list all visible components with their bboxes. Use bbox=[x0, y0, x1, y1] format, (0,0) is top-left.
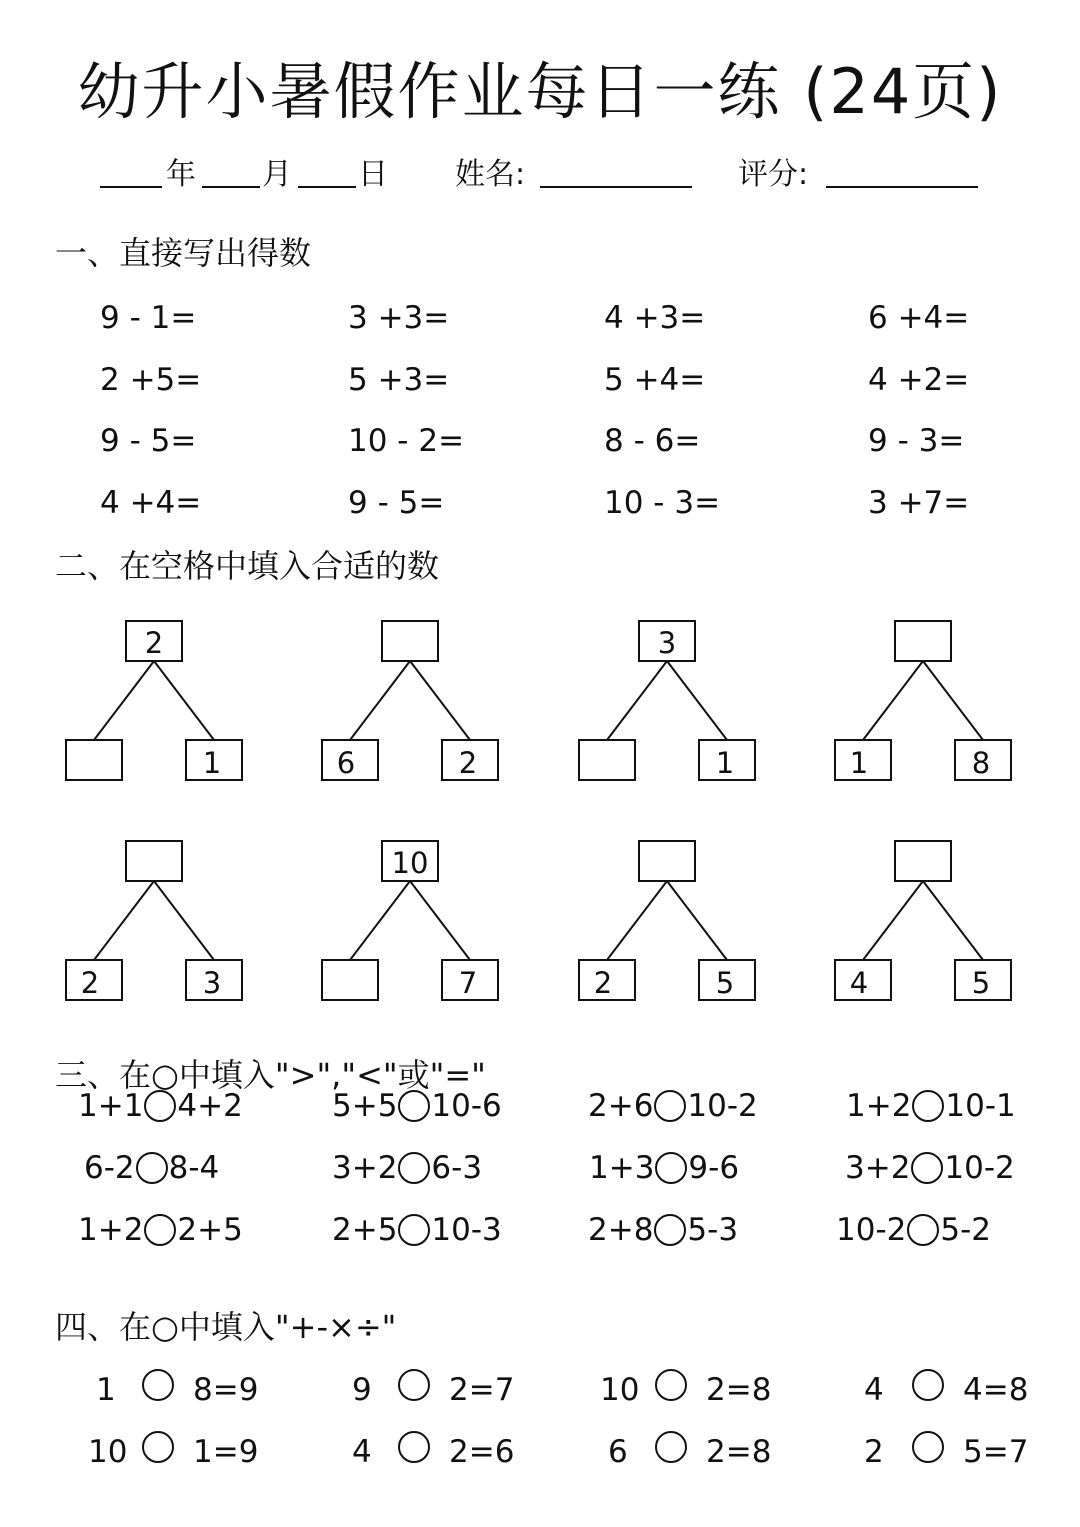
answer-circle[interactable] bbox=[654, 1090, 686, 1122]
tree-branch bbox=[154, 661, 214, 740]
compare-problem bbox=[846, 1086, 1016, 1126]
calc-problem[interactable]: 10 - 3= bbox=[604, 485, 721, 521]
answer-circle[interactable] bbox=[654, 1214, 686, 1246]
calc-problem[interactable]: 4 +2= bbox=[868, 362, 970, 398]
answer-circle[interactable] bbox=[144, 1090, 176, 1122]
tree-left-value: 2 bbox=[593, 966, 613, 1000]
answer-circle[interactable] bbox=[398, 1152, 430, 1184]
name-label: 姓名: bbox=[455, 157, 526, 192]
tree-top-box[interactable] bbox=[382, 621, 438, 661]
tree-branch bbox=[923, 881, 983, 960]
tree-branch bbox=[350, 661, 410, 740]
tree-branch bbox=[607, 661, 667, 740]
compare-right: 10-1 bbox=[945, 1088, 1016, 1124]
compare-problem bbox=[332, 1086, 502, 1126]
operand-right-result: 1=9 bbox=[193, 1434, 259, 1470]
operand-right-result: 5=7 bbox=[963, 1434, 1029, 1470]
tree-branch bbox=[94, 881, 154, 960]
section-1-title: 一、直接写出得数 bbox=[55, 234, 312, 272]
compare-problem bbox=[332, 1210, 502, 1250]
compare-right: 9-6 bbox=[688, 1150, 740, 1186]
calc-problem[interactable]: 6 +4= bbox=[868, 300, 970, 336]
tree-branch bbox=[667, 881, 727, 960]
compare-problem bbox=[78, 1210, 243, 1250]
operator-circle[interactable] bbox=[912, 1369, 944, 1401]
compare-left: 6-2 bbox=[84, 1150, 135, 1186]
tree-right-value: 1 bbox=[715, 746, 735, 780]
compare-left: 3+2 bbox=[845, 1150, 911, 1186]
operand-right-result: 2=8 bbox=[706, 1372, 772, 1408]
compare-problem bbox=[332, 1148, 482, 1188]
operator-circle[interactable] bbox=[655, 1431, 687, 1463]
tree-right-value: 8 bbox=[971, 746, 991, 780]
tree-branch bbox=[607, 881, 667, 960]
tree-branch bbox=[410, 661, 470, 740]
tree-right-value: 7 bbox=[458, 966, 478, 1000]
compare-right: 6-3 bbox=[431, 1150, 483, 1186]
calc-problem[interactable]: 3 +7= bbox=[868, 485, 970, 521]
tree-top-box[interactable] bbox=[895, 841, 951, 881]
operator-circle[interactable] bbox=[655, 1369, 687, 1401]
operand-right-result: 2=8 bbox=[706, 1434, 772, 1470]
tree-left-value: 6 bbox=[336, 746, 356, 780]
section-4-title: 四、在○中填入"+-×÷" bbox=[55, 1308, 397, 1346]
operand-left: 10 bbox=[600, 1372, 640, 1408]
answer-circle[interactable] bbox=[398, 1090, 430, 1122]
month-label: 月 bbox=[262, 157, 292, 192]
calc-problem[interactable]: 9 - 5= bbox=[348, 485, 445, 521]
compare-left: 1+2 bbox=[846, 1088, 912, 1124]
compare-problem bbox=[588, 1086, 758, 1126]
tree-branch bbox=[667, 661, 727, 740]
compare-right: 10-3 bbox=[431, 1212, 502, 1248]
compare-problem bbox=[84, 1148, 219, 1188]
operand-left: 4 bbox=[864, 1372, 884, 1408]
tree-right-value: 1 bbox=[202, 746, 222, 780]
calc-problem[interactable]: 9 - 1= bbox=[100, 300, 197, 336]
compare-right: 10-2 bbox=[944, 1150, 1015, 1186]
year-label: 年 bbox=[166, 157, 196, 192]
tree-top-value: 2 bbox=[144, 626, 164, 660]
tree-left-box[interactable] bbox=[579, 740, 635, 780]
calc-problem[interactable]: 4 +3= bbox=[604, 300, 706, 336]
calc-problem[interactable]: 4 +4= bbox=[100, 485, 202, 521]
answer-circle[interactable] bbox=[398, 1214, 430, 1246]
calc-problem[interactable]: 5 +4= bbox=[604, 362, 706, 398]
calc-problem[interactable]: 10 - 2= bbox=[348, 423, 465, 459]
compare-right: 4+2 bbox=[177, 1088, 243, 1124]
operand-right-result: 4=8 bbox=[963, 1372, 1029, 1408]
operand-right-result: 8=9 bbox=[193, 1372, 259, 1408]
tree-left-box[interactable] bbox=[322, 960, 378, 1000]
section-2-title: 二、在空格中填入合适的数 bbox=[55, 547, 440, 585]
section-3-title: 三、在○中填入">","<"或"=" bbox=[55, 1056, 486, 1094]
tree-top-box[interactable] bbox=[126, 841, 182, 881]
tree-right-value: 5 bbox=[971, 966, 991, 1000]
compare-problem bbox=[845, 1148, 1015, 1188]
compare-left: 2+6 bbox=[588, 1088, 654, 1124]
calc-problem[interactable]: 8 - 6= bbox=[604, 423, 701, 459]
compare-problem bbox=[589, 1148, 739, 1188]
calc-problem[interactable]: 3 +3= bbox=[348, 300, 450, 336]
operator-circle[interactable] bbox=[142, 1431, 174, 1463]
tree-left-value: 4 bbox=[849, 966, 869, 1000]
tree-left-value: 1 bbox=[849, 746, 869, 780]
answer-circle[interactable] bbox=[655, 1152, 687, 1184]
tree-right-value: 5 bbox=[715, 966, 735, 1000]
answer-circle[interactable] bbox=[136, 1152, 168, 1184]
operand-left: 6 bbox=[608, 1434, 628, 1470]
tree-top-box[interactable] bbox=[639, 841, 695, 881]
tree-left-value: 2 bbox=[80, 966, 100, 1000]
tree-branch bbox=[154, 881, 214, 960]
page-title: 幼升小暑假作业每日一练 (24页) bbox=[77, 55, 1003, 128]
tree-left-box[interactable] bbox=[66, 740, 122, 780]
compare-problem bbox=[78, 1086, 243, 1126]
tree-branch bbox=[410, 881, 470, 960]
answer-circle[interactable] bbox=[911, 1152, 943, 1184]
answer-circle[interactable] bbox=[907, 1214, 939, 1246]
tree-top-value: 10 bbox=[391, 846, 429, 880]
operator-circle[interactable] bbox=[398, 1431, 430, 1463]
operand-left: 2 bbox=[864, 1434, 884, 1470]
compare-left: 1+3 bbox=[589, 1150, 655, 1186]
compare-left: 1+2 bbox=[78, 1212, 144, 1248]
operator-circle[interactable] bbox=[142, 1369, 174, 1401]
score-label: 评分: bbox=[738, 157, 809, 192]
tree-branch bbox=[350, 881, 410, 960]
operand-left: 9 bbox=[352, 1372, 372, 1408]
tree-top-box[interactable] bbox=[895, 621, 951, 661]
compare-right: 5-2 bbox=[940, 1212, 991, 1248]
answer-circle[interactable] bbox=[144, 1214, 176, 1246]
tree-top-value: 3 bbox=[657, 626, 677, 660]
operand-left: 1 bbox=[96, 1372, 116, 1408]
compare-right: 10-2 bbox=[687, 1088, 758, 1124]
operator-circle[interactable] bbox=[398, 1369, 430, 1401]
compare-right: 5-3 bbox=[687, 1212, 739, 1248]
tree-right-value: 2 bbox=[458, 746, 478, 780]
tree-right-value: 3 bbox=[202, 966, 222, 1000]
calc-problem[interactable]: 5 +3= bbox=[348, 362, 450, 398]
calc-problem[interactable]: 9 - 3= bbox=[868, 423, 965, 459]
calc-problem[interactable]: 2 +5= bbox=[100, 362, 202, 398]
tree-branch bbox=[863, 661, 923, 740]
operand-right-result: 2=6 bbox=[449, 1434, 515, 1470]
tree-branch bbox=[94, 661, 154, 740]
compare-right: 10-6 bbox=[431, 1088, 502, 1124]
compare-left: 5+5 bbox=[332, 1088, 398, 1124]
compare-right: 2+5 bbox=[177, 1212, 243, 1248]
compare-left: 2+5 bbox=[332, 1212, 398, 1248]
day-label: 日 bbox=[358, 157, 388, 192]
tree-branch bbox=[923, 661, 983, 740]
compare-problem bbox=[836, 1210, 991, 1250]
tree-branch bbox=[863, 881, 923, 960]
compare-right: 8-4 bbox=[168, 1150, 220, 1186]
compare-left: 1+1 bbox=[78, 1088, 144, 1124]
compare-left: 3+2 bbox=[332, 1150, 398, 1186]
operand-left: 4 bbox=[352, 1434, 372, 1470]
compare-problem bbox=[588, 1210, 738, 1250]
calc-problem[interactable]: 9 - 5= bbox=[100, 423, 197, 459]
compare-left: 2+8 bbox=[588, 1212, 654, 1248]
answer-circle[interactable] bbox=[912, 1090, 944, 1122]
operand-right-result: 2=7 bbox=[449, 1372, 515, 1408]
operand-left: 10 bbox=[88, 1434, 128, 1470]
compare-left: 10-2 bbox=[836, 1212, 907, 1248]
operator-circle[interactable] bbox=[912, 1431, 944, 1463]
